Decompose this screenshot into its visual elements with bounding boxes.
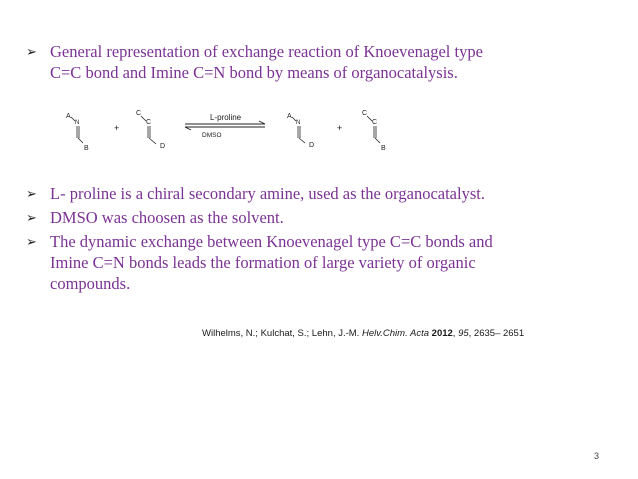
arrow-bullet-icon: ➢ bbox=[26, 45, 37, 60]
bullet-text: L- proline is a chiral secondary amine, used as the organocatalyst. bbox=[50, 184, 485, 203]
arrow-bullet-icon: ➢ bbox=[26, 211, 37, 226]
right-imine-structure bbox=[287, 113, 314, 149]
left-imine-structure bbox=[66, 113, 89, 152]
atom-label: C bbox=[372, 119, 378, 126]
solvent-label: DMSO bbox=[202, 132, 222, 139]
left-alkene-structure bbox=[136, 110, 165, 150]
equilibrium-arrow-icon bbox=[185, 113, 265, 139]
plus-sign: + bbox=[337, 123, 343, 133]
citation-journal: Helv.Chim. Acta bbox=[361, 328, 430, 339]
atom-label: D bbox=[160, 143, 166, 150]
page-number: 3 bbox=[594, 451, 600, 461]
reaction-scheme bbox=[60, 106, 420, 156]
atom-label: N bbox=[296, 120, 301, 126]
atom-label: B bbox=[381, 145, 386, 152]
atom-label: N bbox=[75, 120, 80, 126]
atom-label: C bbox=[136, 110, 142, 117]
bullet-text: DMSO was choosen as the solvent. bbox=[50, 208, 284, 227]
bullet-dynamic-exchange bbox=[26, 231, 493, 294]
citation-year: 2012 bbox=[431, 328, 453, 339]
bullet-text: General representation of exchange reaction of Knoevenagel type C=C bond and Imine C=N bond by means of organocatalysis. bbox=[50, 42, 483, 82]
citation-authors: Wilhelms, N.; Kulchat, S.; Lehn, J.-M. bbox=[202, 328, 362, 339]
catalyst-label: L-proline bbox=[210, 113, 242, 122]
citation-volume: 95 bbox=[458, 328, 469, 339]
bullet-solvent bbox=[26, 207, 284, 229]
right-alkene-structure bbox=[362, 110, 386, 152]
atom-label: C bbox=[146, 119, 152, 126]
bullet-catalyst bbox=[26, 183, 485, 205]
atom-label: B bbox=[84, 145, 89, 152]
atom-label: D bbox=[309, 142, 315, 149]
bullet-text: The dynamic exchange between Knoevenagel type C=C bonds and Imine C=N bonds leads the formation of large variety of organic compounds. bbox=[50, 232, 493, 293]
bullet-reaction-overview bbox=[26, 41, 483, 83]
atom-label: C bbox=[362, 110, 368, 117]
citation: Wilhelms, N.; Kulchat, S.; Lehn, J.-M. Helv.Chim. Acta 2012, 95, 2635– 2651 bbox=[202, 328, 525, 339]
atom-label: A bbox=[287, 113, 292, 120]
arrow-bullet-icon: ➢ bbox=[26, 187, 37, 202]
atom-label: A bbox=[66, 113, 71, 120]
citation-pages: , 2635– 2651 bbox=[468, 328, 525, 339]
plus-sign: + bbox=[114, 123, 120, 133]
arrow-bullet-icon: ➢ bbox=[26, 235, 37, 250]
